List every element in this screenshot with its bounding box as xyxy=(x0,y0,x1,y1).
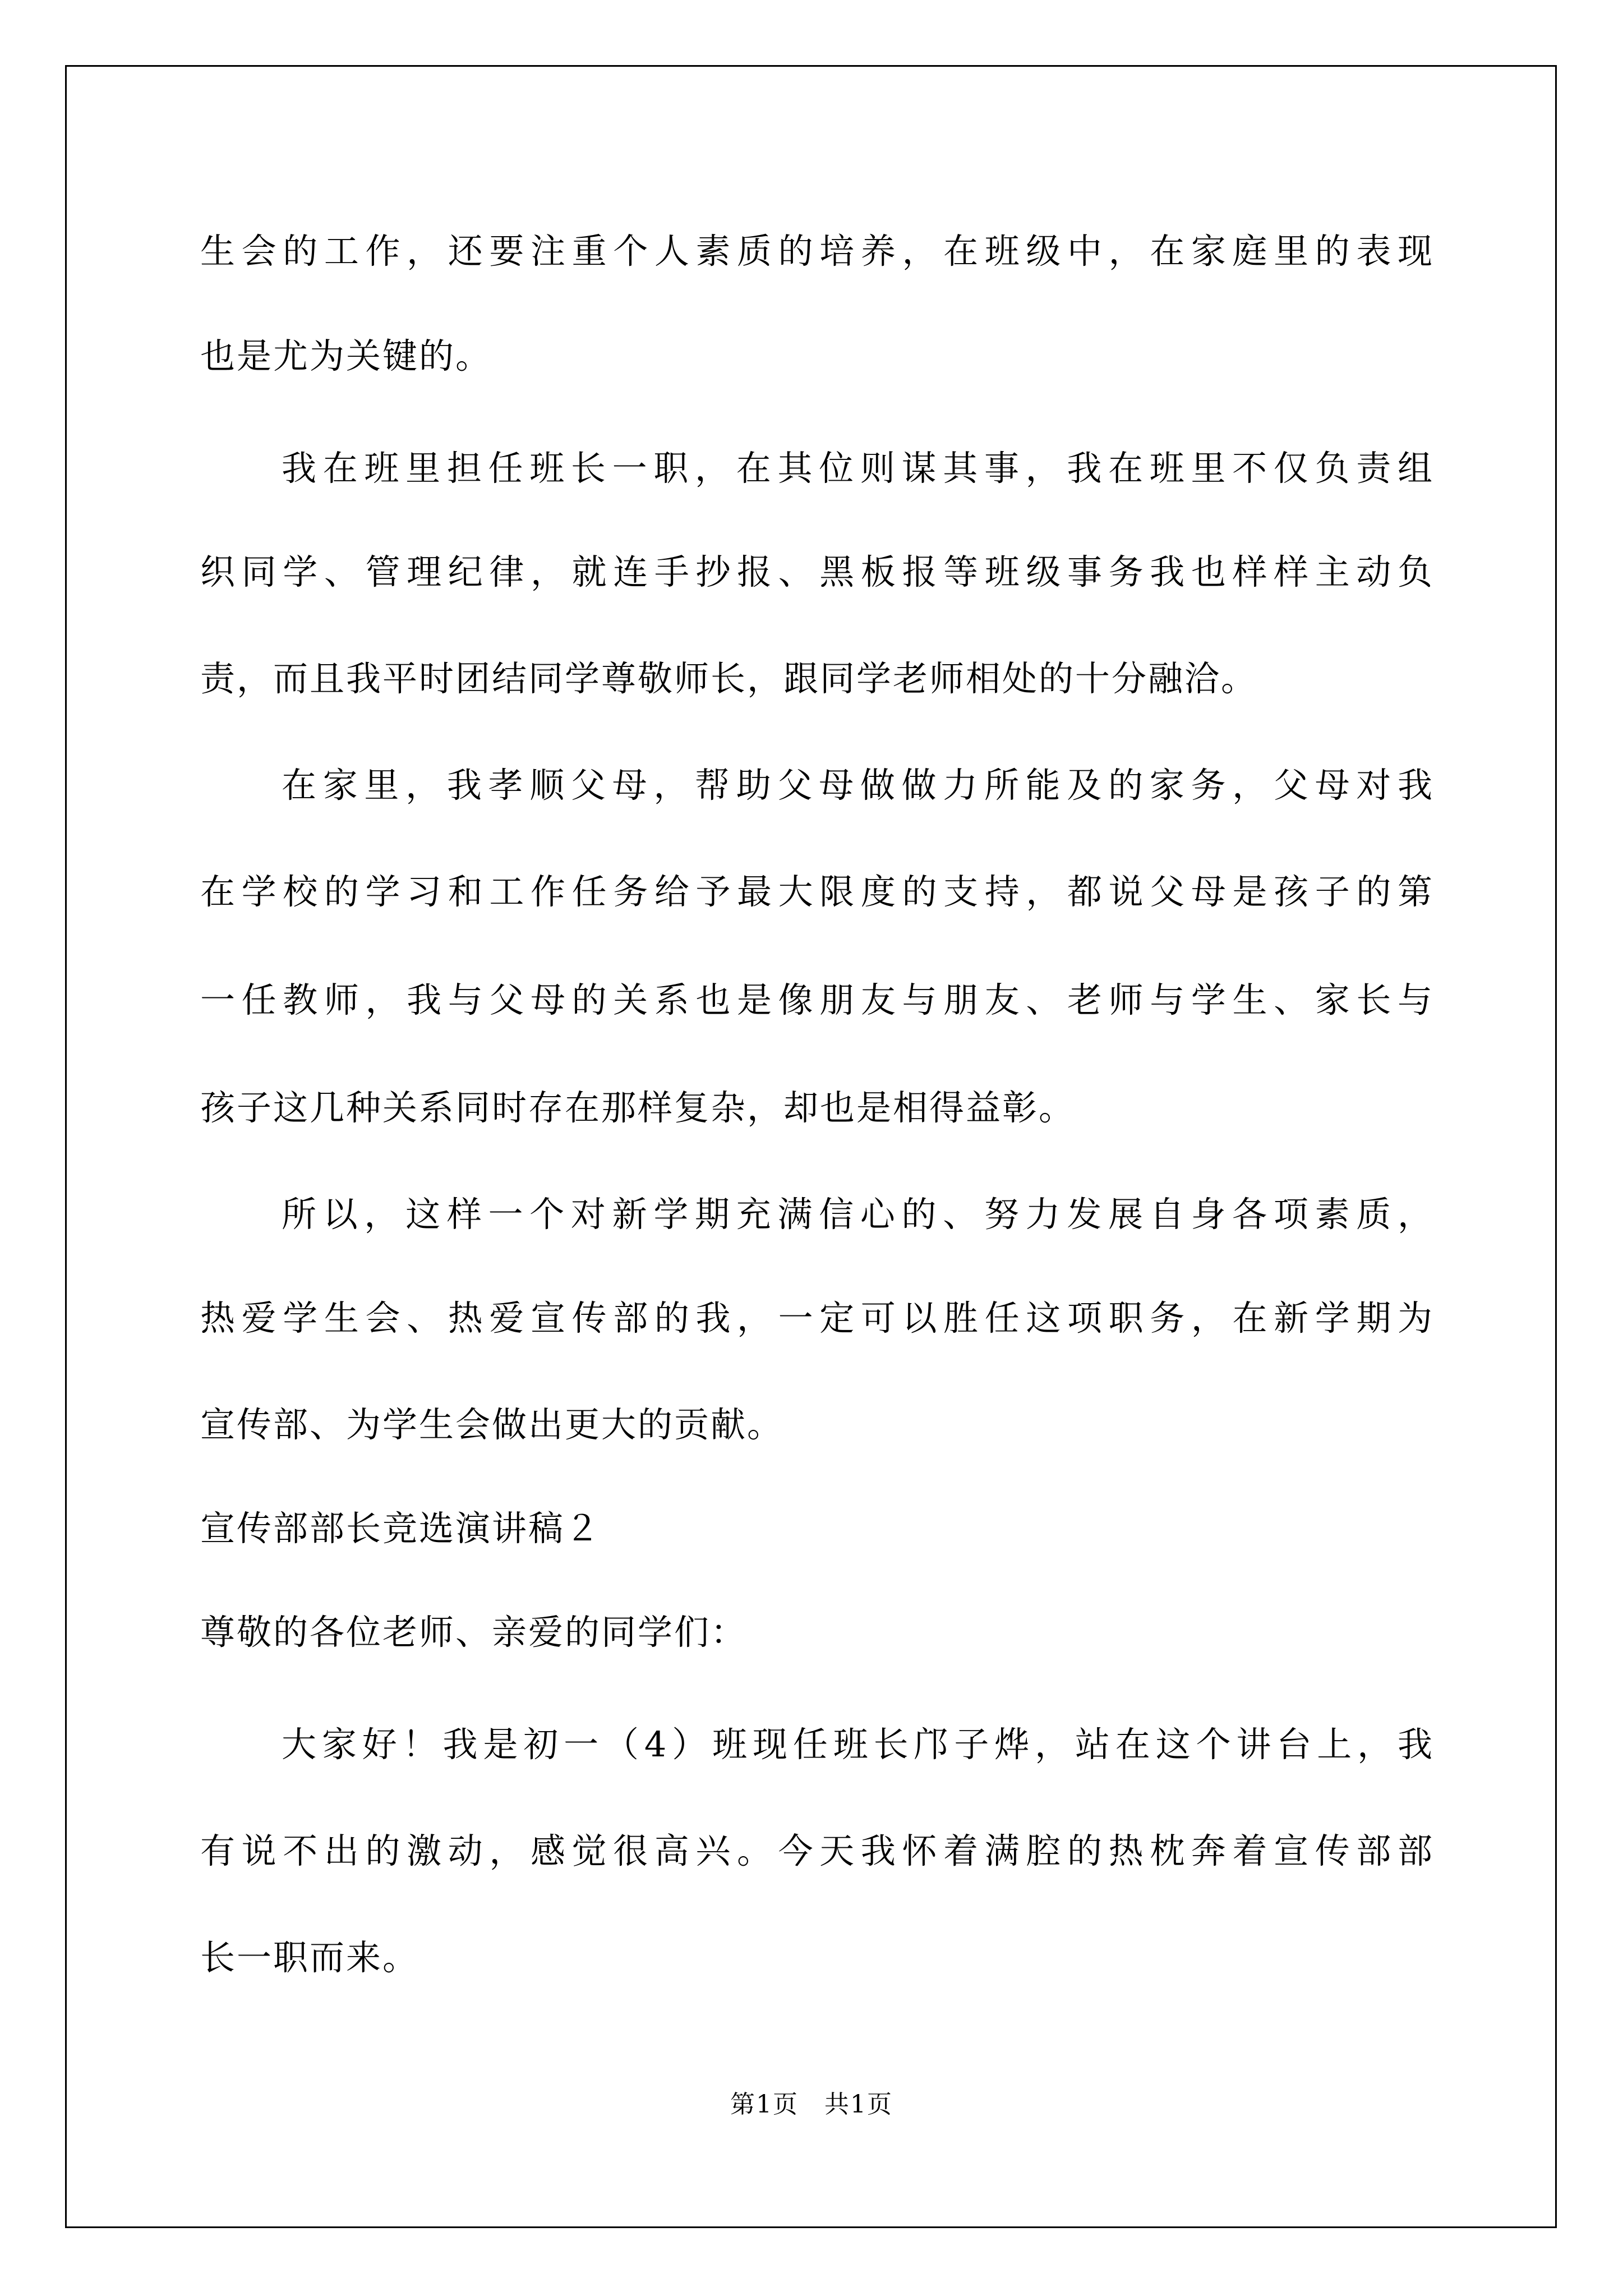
paragraph-line: 在学校的学习和工作任务给予最大限度的支持，都说父母是孩子的第 xyxy=(200,871,1434,912)
paragraph-line: 宣传部、为学生会做出更大的贡献。 xyxy=(200,1404,784,1445)
paragraph-line: 织同学、管理纪律，就连手抄报、黑板报等班级事务我也样样主动负 xyxy=(200,551,1434,592)
page-border xyxy=(65,65,1557,2228)
paragraph-line: 所以，这样一个对新学期充满信心的、努力发展自身各项素质， xyxy=(282,1194,1434,1235)
paragraph-line: 长一职而来。 xyxy=(200,1937,419,1978)
paragraph-line: 有说不出的激动，感觉很高兴。今天我怀着满腔的热枕奔着宣传部部 xyxy=(200,1830,1434,1871)
section-heading: 宣传部部长竞选演讲稿２ xyxy=(200,1508,602,1549)
paragraph-line: 孩子这几种关系同时存在那样复杂，却也是相得益彰。 xyxy=(200,1087,1076,1128)
paragraph-line: 我在班里担任班长一职，在其位则谋其事，我在班里不仅负责组 xyxy=(282,448,1434,489)
paragraph-line: 责，而且我平时团结同学尊敬师长，跟同学老师相处的十分融洽。 xyxy=(200,658,1258,699)
salutation: 尊敬的各位老师、亲爱的同学们： xyxy=(200,1612,748,1653)
paragraph-line: 在家里，我孝顺父母，帮助父母做做力所能及的家务，父母对我 xyxy=(282,765,1434,806)
paragraph-line: 也是尤为关键的。 xyxy=(200,335,492,376)
paragraph-line: 生会的工作，还要注重个人素质的培养，在班级中，在家庭里的表现 xyxy=(200,231,1434,272)
paragraph-line: 一任教师，我与父母的关系也是像朋友与朋友、老师与学生、家长与 xyxy=(200,979,1434,1020)
page-number: 第1页 共1页 xyxy=(730,2090,893,2119)
paragraph-line: 大家好！我是初一（4）班现任班长邝子烨，站在这个讲台上，我 xyxy=(282,1724,1434,1765)
paragraph-line: 热爱学生会、热爱宣传部的我，一定可以胜任这项职务，在新学期为 xyxy=(200,1297,1434,1338)
